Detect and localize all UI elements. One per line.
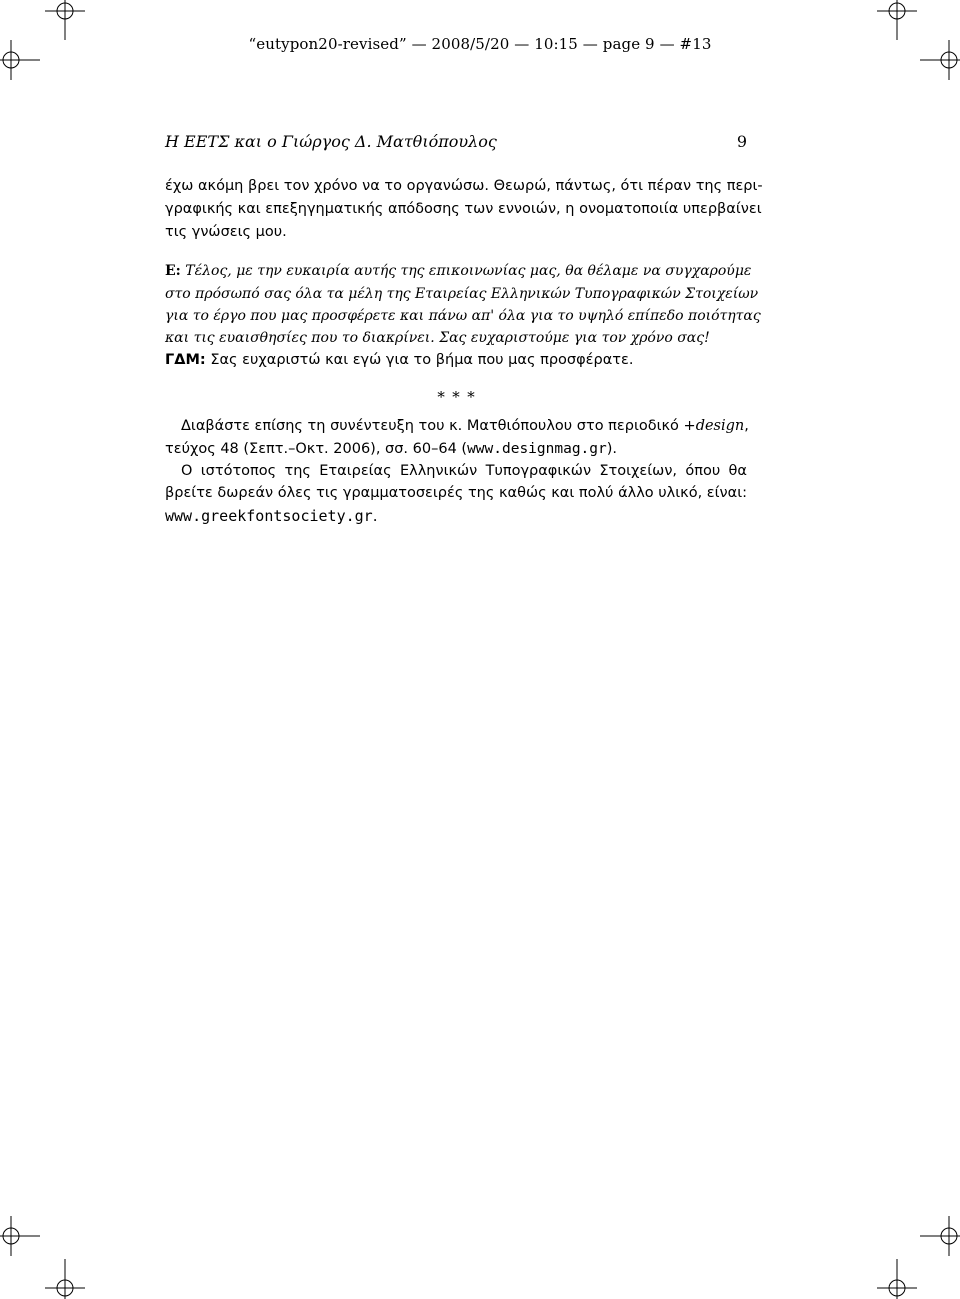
- crop-mark-bottom-left: [45, 1259, 85, 1299]
- note-1-text: Διαβάστε επίσης τη συνέντευξη του κ. Ματθιόπουλου στο περιοδικό +: [181, 418, 696, 434]
- note-1-line-2: [165, 441, 747, 457]
- question-speaker: Ε:: [165, 263, 181, 279]
- note-1-comma: ,: [744, 418, 749, 434]
- paragraph-1-line-2: γραφικής και επεξηγηματικής απόδοσης των εννοιών, η ονοματοποιία υπερβαίνει: [165, 201, 762, 217]
- section-separator: ∗ ∗ ∗: [435, 385, 477, 403]
- note-1-issue-text: τεύχος 48 (Σεπτ.–Οκτ. 2006), σσ. 60–64 (: [165, 441, 468, 457]
- note-2-end: .: [372, 507, 378, 525]
- slug-line: “eutypon20-revised” — 2008/5/20 — 10:15 — page 9 — #13: [248, 35, 712, 53]
- paragraph-1-line-3: τις γνώσεις μου.: [165, 224, 287, 240]
- note-1-end: ).: [606, 441, 618, 457]
- question-line-3: για το έργο που μας προσφέρετε και πάνω απ' όλα για το υψηλό επίπεδο ποιότητας: [165, 308, 761, 324]
- answer-text: Σας ευχαριστώ και εγώ για το βήμα που μας προσφέρατε.: [210, 352, 634, 368]
- answer-speaker: ΓΔΜ:: [165, 352, 206, 368]
- running-head: [165, 132, 747, 151]
- crop-mark-top-left: [45, 0, 85, 40]
- running-head-title: Η ΕΕΤΣ και ο Γιώργος Δ. Ματθιόπουλος: [165, 132, 497, 151]
- crop-mark-right-lower: [920, 1216, 960, 1256]
- note-1-line-1: [165, 418, 747, 434]
- question-line-4: και τις ευαισθησίες που το διακρίνει. Σας ευχαριστούμε για τον χρόνο σας!: [165, 330, 710, 346]
- note-2-line-1: Ο ιστότοπος της Εταιρείας Ελληνικών Τυπογραφικών Στοιχείων, όπου θα: [181, 463, 747, 479]
- magazine-title: design: [695, 418, 745, 434]
- question-line-1: [165, 263, 752, 279]
- note-2-line-3: [165, 507, 747, 525]
- paragraph-1-line-1: έχω ακόμη βρει τον χρόνο να το οργανώσω. Θεωρώ, πάντως, ότι πέραν της περι-: [165, 178, 763, 194]
- question-text-1: Τέλος, με την ευκαιρία αυτής της επικοινωνίας μας, θα θέλαμε να συγχαρούμε: [185, 263, 752, 279]
- note-2-line-2: βρείτε δωρεάν όλες τις γραμματοσειρές της καθώς και πολύ άλλο υλικό, είναι:: [165, 485, 747, 501]
- crop-mark-bottom-right: [877, 1259, 917, 1299]
- designmag-link[interactable]: www.designmag.gr: [467, 441, 607, 457]
- answer-line: [165, 352, 747, 368]
- crop-mark-left-lower: [0, 1216, 40, 1256]
- crop-mark-top-right: [877, 0, 917, 40]
- question-line-2: στο πρόσωπό σας όλα τα μέλη της Εταιρείας Ελληνικών Τυπογραφικών Στοιχείων: [165, 286, 759, 302]
- greekfontsociety-link[interactable]: www.greekfontsociety.gr: [165, 507, 373, 525]
- page-number: 9: [736, 132, 747, 151]
